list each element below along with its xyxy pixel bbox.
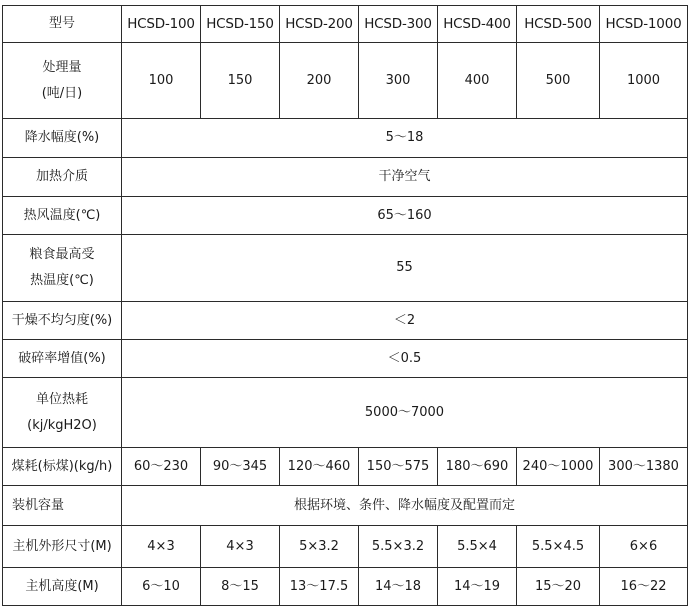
coal-consumption-value: 180～690 xyxy=(438,448,517,486)
drying-unevenness-label: 干燥不均匀度(%) xyxy=(3,302,122,340)
coal-consumption-value: 60～230 xyxy=(122,448,201,486)
model-cell: HCSD-100 xyxy=(122,6,201,43)
main-dimensions-value: 4×3 xyxy=(122,526,201,568)
breakage-increase-row xyxy=(3,340,688,378)
main-dimensions-value: 4×3 xyxy=(201,526,280,568)
max-grain-temp-label-line1: 粮食最高受 xyxy=(29,247,95,262)
spec-table xyxy=(2,5,688,606)
hot-air-temp-label: 热风温度(℃) xyxy=(3,197,122,235)
main-height-value: 16～22 xyxy=(600,568,688,606)
main-height-label: 主机高度(M) xyxy=(3,568,122,606)
main-height-value: 6～10 xyxy=(122,568,201,606)
moisture-reduction-label: 降水幅度(%) xyxy=(3,119,122,158)
main-height-value: 14～19 xyxy=(438,568,517,606)
max-grain-temp-label-line2: 热温度(℃) xyxy=(30,273,94,288)
main-dimensions-label: 主机外形尺寸(M) xyxy=(3,526,122,568)
main-dimensions-value: 5×3.2 xyxy=(280,526,359,568)
capacity-value: 200 xyxy=(280,43,359,119)
main-height-value: 14～18 xyxy=(359,568,438,606)
header-label: 型号 xyxy=(3,6,122,43)
coal-consumption-value: 90～345 xyxy=(201,448,280,486)
capacity-value: 100 xyxy=(122,43,201,119)
moisture-reduction-row xyxy=(3,119,688,158)
hot-air-temp-value: 65～160 xyxy=(122,197,688,235)
heating-medium-value: 干净空气 xyxy=(122,158,688,197)
model-cell: HCSD-150 xyxy=(201,6,280,43)
unit-heat-consumption-label-line1: 单位热耗 xyxy=(35,391,88,407)
main-dimensions-row xyxy=(3,526,688,568)
model-cell: HCSD-200 xyxy=(280,6,359,43)
main-dimensions-value: 5.5×3.2 xyxy=(359,526,438,568)
installed-capacity-label: 装机容量 xyxy=(3,486,122,526)
capacity-value: 1000 xyxy=(600,43,688,119)
main-height-value: 8～15 xyxy=(201,568,280,606)
model-cell: HCSD-300 xyxy=(359,6,438,43)
header-row xyxy=(3,6,688,43)
main-height-value: 13～17.5 xyxy=(280,568,359,606)
drying-unevenness-row xyxy=(3,302,688,340)
coal-consumption-value: 300～1380 xyxy=(600,448,688,486)
main-dimensions-value: 5.5×4 xyxy=(438,526,517,568)
unit-heat-consumption-label-line2: (kj/kgH2O) xyxy=(27,417,97,433)
model-cell: HCSD-500 xyxy=(517,6,600,43)
coal-consumption-row xyxy=(3,448,688,486)
heating-medium-label: 加热介质 xyxy=(3,158,122,197)
max-grain-temp-label xyxy=(3,235,122,302)
unit-heat-consumption-row xyxy=(3,378,688,448)
drying-unevenness-value: ＜2 xyxy=(122,302,688,340)
installed-capacity-row xyxy=(3,486,688,526)
unit-heat-consumption-label xyxy=(3,378,122,448)
heating-medium-row xyxy=(3,158,688,197)
model-cell: HCSD-1000 xyxy=(600,6,688,43)
model-cell: HCSD-400 xyxy=(438,6,517,43)
capacity-row xyxy=(3,43,688,119)
coal-consumption-value: 240～1000 xyxy=(517,448,600,486)
max-grain-temp-row xyxy=(3,235,688,302)
capacity-label-line1: 处理量 xyxy=(42,59,82,75)
moisture-reduction-value: 5～18 xyxy=(122,119,688,158)
capacity-label-line2: (吨/日) xyxy=(41,85,83,101)
unit-heat-consumption-value: 5000～7000 xyxy=(122,378,688,448)
hot-air-temp-row xyxy=(3,197,688,235)
capacity-value: 150 xyxy=(201,43,280,119)
capacity-value: 300 xyxy=(359,43,438,119)
capacity-value: 400 xyxy=(438,43,517,119)
coal-consumption-value: 150～575 xyxy=(359,448,438,486)
coal-consumption-label: 煤耗(标煤)(kg/h) xyxy=(3,448,122,486)
capacity-label xyxy=(3,43,122,119)
installed-capacity-value: 根据环境、条件、降水幅度及配置而定 xyxy=(122,486,688,526)
main-dimensions-value: 6×6 xyxy=(600,526,688,568)
capacity-value: 500 xyxy=(517,43,600,119)
main-dimensions-value: 5.5×4.5 xyxy=(517,526,600,568)
main-height-row xyxy=(3,568,688,606)
main-height-value: 15～20 xyxy=(517,568,600,606)
coal-consumption-value: 120～460 xyxy=(280,448,359,486)
max-grain-temp-value: 55 xyxy=(122,235,688,302)
breakage-increase-label: 破碎率增值(%) xyxy=(3,340,122,378)
breakage-increase-value: ＜0.5 xyxy=(122,340,688,378)
